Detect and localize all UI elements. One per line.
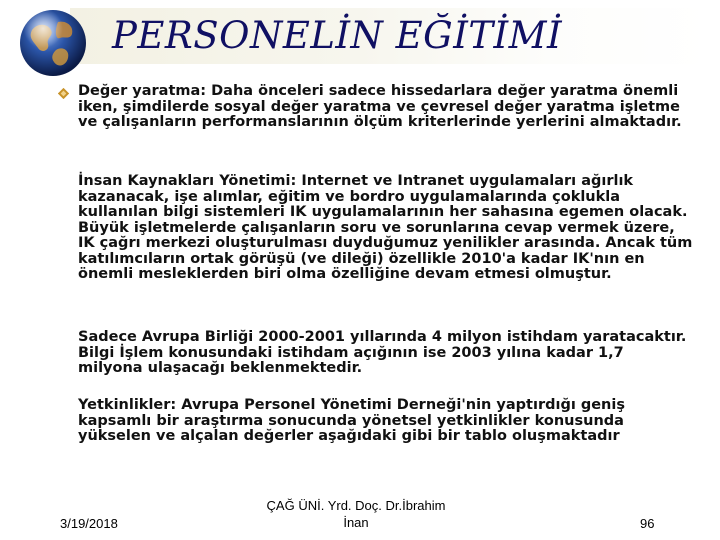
page-number: 96 [640,516,655,531]
slide-title: PERSONELİN EĞİTİMİ [112,14,563,57]
footer-author-line2: İnan [343,515,369,530]
globe-icon [18,8,88,78]
paragraph-eu-employment: Sadece Avrupa Birliği 2000-2001 yıllarında 4 milyon istihdam yaratacaktır. Bilgi İşlem konusundaki istihdam açığının ise 2003 yılına kadar 1,7 milyona ulaşacağı beklenmektedir. [78,329,687,376]
paragraph-value-creation: Değer yaratma: Daha önceleri sadece hissedarlara değer yaratma önemli iken, şimdilerde sosyal değer yaratma ve çevresel değer yaratma işletme ve çalışanların performanslarının ölçüm kriterlerinde yerlerini almaktadır. [78,83,682,130]
footer-date: 3/19/2018 [60,516,118,531]
footer-author-line1: ÇAĞ ÜNİ. Yrd. Doç. Dr.İbrahim [266,498,446,513]
diamond-bullet-icon [58,88,69,99]
paragraph-hr-management: İnsan Kaynakları Yönetimi: Internet ve Intranet uygulamaları ağırlık kazanacak, işe alımlar, eğitim ve bordro uygulamalarında çoklukla kullanılan bilgi sistemleri IK uygulamalarının her sahasına egemen olacak. Büyük işletmelerde çalışanların soru ve sorunlarına cevap vermek üzere, IK çağrı merkezi oluşturulması duyduğumuz yenilikler arasında. Ancak tüm katılımcıların ortak görüşü (ve dileği) özellikle 2010'a kadar IK'nın en önemli mesleklerden biri olma özelliğine devam etmesi olmuştur. [78,173,693,282]
paragraph-competencies: Yetkinlikler: Avrupa Personel Yönetimi Derneği'nin yaptırdığı geniş kapsamlı bir araştırma sonucunda yönetsel yetkinlikler konusunda yükselen ve alçalan değerler aşağıdaki gibi bir tablo oluşmaktadır [78,397,625,444]
footer-author [236,497,476,531]
